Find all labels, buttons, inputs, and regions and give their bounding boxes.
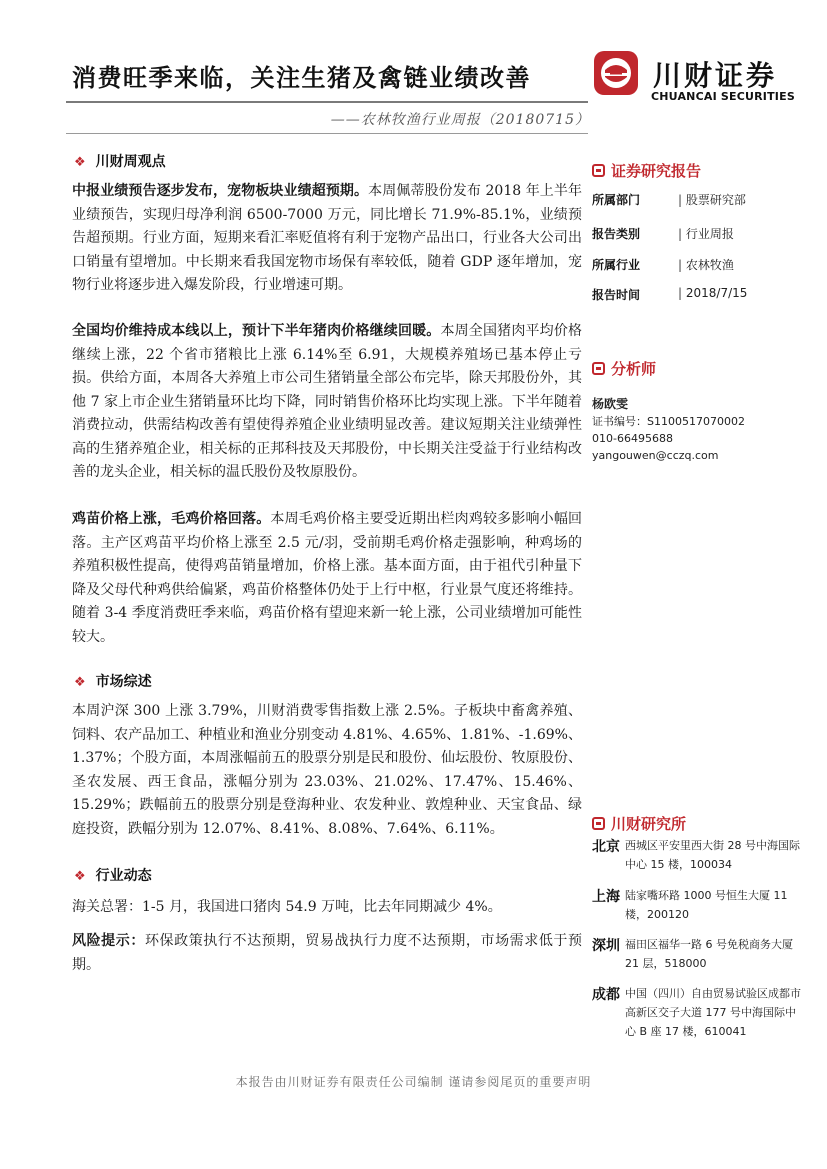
paragraph-hog-price xyxy=(72,320,582,485)
chuancai-logo-icon xyxy=(593,50,639,96)
subtitle-divider xyxy=(66,133,588,134)
title-divider xyxy=(66,101,588,103)
diamond-bullet-icon: ❖ xyxy=(74,869,86,884)
section-heading-weekly-view: ❖ 川财周观点 xyxy=(74,154,166,170)
analyst-name: 杨欧雯 xyxy=(592,397,629,411)
sidebar-heading-report: 证券研究报告 xyxy=(592,160,701,181)
report-subtitle: ——农林牧渔行业周报（20180715） xyxy=(330,112,590,128)
paragraph-market-review xyxy=(72,700,582,841)
paragraph-body: 本周佩蒂股份发布 2018 年上半年业绩预告，实现归母净利润 6500-7000 万元，同比增长 71.9%-85.1%，业绩预告超预期。行业方面，短期来看汇率贬值将有利于宠物产品出口，行业各大公司出口销量有望增加。中长期来看我国宠物市场保有率较低，随着 GDP 逐年增加，宠物行业将逐步进入爆发阶段，行业增速可期。 xyxy=(72,183,583,293)
paragraph-chick-price xyxy=(72,508,582,649)
paragraph-body: 环保政策执行不达预期，贸易战执行力度不达预期，市场需求低于预期。 xyxy=(72,933,583,973)
paragraph-body: 本周全国猪肉平均价格继续上涨，22 个省市猪粮比上涨 6.14%至 6.91，大规模养殖场已基本停止亏损。供给方面，本周各大养殖上市公司生猪销量全部公布完毕，除天邦股份外，其他 7 家上市企业生猪销量环比均下降，同时销售价格环比均实现上涨。下半年随着消费拉动，供需结构改善有望使得养殖企业业绩明显改善。建议短期关注业绩弹性高的生猪养殖企业，相关标的正邦科技及天邦股份，中长期关注受益于行业结构改善的龙头企业，相关标的温氏股份及牧原股份。 xyxy=(72,323,583,480)
footer-disclaimer: 本报告由川财证券有限责任公司编制 谨请参阅尾页的重要声明 xyxy=(235,1075,592,1089)
paragraph-body: 本周沪深 300 上涨 3.79%，川财消费零售指数上涨 2.5%。子板块中畜禽养殖、饲料、农产品加工、种植业和渔业分别变动 4.81%、4.65%、1.81%、-1.69%、1.37%；个股方面，本周涨幅前五的股票分别是民和股份、仙坛股份、牧原股份、圣农发展、西王食品，涨幅分别为 23.03%、21.02%、17.47%、15.46%、15.29%；跌幅前五的股票分别是登海种业、农发种业、敦煌种业、天宝食品、绿庭投资，跌幅分别为 12.07%、8.41%、8.08%、7.64%、6.11%。 xyxy=(72,703,582,837)
paragraph-lead: 全国均价维持成本线以上，预计下半年猪肉价格继续回暖。 xyxy=(72,323,441,339)
office-shanghai: 上海 陆家嘴环路 1000 号恒生大厦 11 楼，200120 xyxy=(592,889,788,921)
analyst-cert: 证书编号：S1100517070002 xyxy=(592,415,745,428)
diamond-bullet-icon: ❖ xyxy=(74,155,86,170)
paragraph-risk-warning xyxy=(72,930,582,977)
office-shenzhen: 深圳 福田区福华一路 6 号免税商务大厦 21 层，518000 xyxy=(592,938,793,970)
paragraph-customs-news xyxy=(72,896,582,920)
report-title: 消费旺季来临，关注生猪及禽链业绩改善 xyxy=(72,63,531,92)
section-heading-market-review: ❖ 市场综述 xyxy=(74,674,152,690)
analyst-phone: 010-66495688 xyxy=(592,432,673,445)
meta-row-industry: 所属行业 | 农林牧渔 xyxy=(592,256,792,273)
office-chengdu: 成都 中国（四川）自由贸易试验区成都市高新区交子大道 177 号中海国际中心 B 座 17 楼，610041 xyxy=(592,987,801,1038)
institute-square-icon xyxy=(592,817,605,830)
logo-text-en: CHUANCAI SECURITIES xyxy=(651,90,795,103)
analyst-info xyxy=(592,396,745,464)
office-beijing: 北京 西城区平安里西大街 28 号中海国际中心 15 楼，100034 xyxy=(592,839,800,871)
analyst-email: yangouwen@cczq.com xyxy=(592,449,719,462)
meta-row-category: 报告类别 | 行业周报 xyxy=(592,225,792,242)
paragraph-pet-sector xyxy=(72,180,582,298)
logo-text-cn: 川财证券 xyxy=(653,59,778,92)
sidebar-heading-institute: 川财研究所 xyxy=(592,813,686,834)
report-square-icon xyxy=(592,164,605,177)
analyst-square-icon xyxy=(592,362,605,375)
paragraph-body: 海关总署：1-5 月，我国进口猪肉 54.9 万吨，比去年同期减少 4%。 xyxy=(72,899,502,915)
sidebar-heading-analyst: 分析师 xyxy=(592,358,656,379)
meta-row-department: 所属部门 | 股票研究部 xyxy=(592,191,792,208)
paragraph-lead: 中报业绩预告逐步发布，宠物板块业绩超预期。 xyxy=(72,183,369,199)
meta-row-date: 报告时间 | 2018/7/15 xyxy=(592,286,792,303)
diamond-bullet-icon: ❖ xyxy=(74,675,86,690)
section-heading-industry-news: ❖ 行业动态 xyxy=(74,868,152,884)
paragraph-lead: 风险提示： xyxy=(72,933,145,949)
paragraph-lead: 鸡苗价格上涨，毛鸡价格回落。 xyxy=(72,511,271,527)
paragraph-body: 本周毛鸡价格主要受近期出栏肉鸡较多影响小幅回落。主产区鸡苗平均价格上涨至 2.5 元/羽，受前期毛鸡价格走强影响，种鸡场的养殖积极性提高，使得鸡苗销量增加，价格上涨。基本面方面，由于祖代引种量下降及父母代种鸡供给偏紧，鸡苗价格整体仍处于上行中枢，行业景气度还将维持。随着 3-4 季度消费旺季来临，鸡苗价格有望迎来新一轮上涨，公司业绩增加可能性较大。 xyxy=(72,511,583,645)
